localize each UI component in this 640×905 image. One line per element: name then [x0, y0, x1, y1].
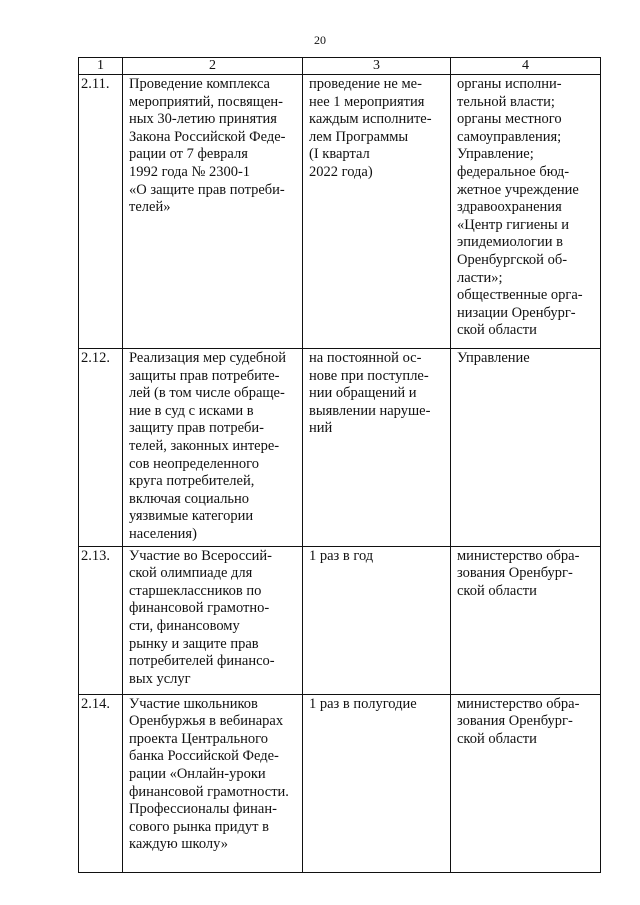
responsible-executor — [451, 75, 601, 349]
event-description-line: рации от 7 февраля — [129, 146, 248, 163]
responsible-executor-line: самоуправления; — [457, 128, 562, 145]
event-description-line: старшеклассников по — [129, 582, 262, 599]
responsible-executor-line: министерство обра- — [457, 547, 580, 564]
execution-term-line: лем Программы — [309, 128, 409, 145]
table-row — [79, 75, 601, 349]
responsible-executor-line: здравоохранения — [457, 199, 562, 216]
event-description-line: рынку и защите прав — [129, 635, 259, 652]
event-description-line: уязвимые категории — [129, 508, 254, 525]
execution-term-line: на постоянной ос- — [309, 350, 422, 366]
responsible-executor — [451, 694, 601, 872]
event-description-line: Участие во Всероссий- — [129, 547, 273, 564]
event-description-line: Реализация мер судебной — [129, 350, 287, 366]
event-description-line: Закона Российской Феде- — [129, 128, 286, 145]
event-description-line: включая социально — [129, 490, 250, 507]
responsible-executor-line: органы местного — [457, 111, 562, 128]
event-description-line: телей, законных интере- — [129, 437, 280, 454]
event-description-line: круга потребителей, — [129, 473, 255, 490]
column-header-2: 2 — [123, 58, 303, 75]
event-description-line: Профессионалы финан- — [129, 801, 277, 818]
table-row — [79, 546, 601, 694]
event-description-line: Участие школьников — [129, 695, 258, 712]
event-description-line: населения) — [129, 525, 197, 542]
item-number: 2.14. — [79, 694, 123, 872]
execution-term — [303, 75, 451, 349]
responsible-executor-line: федеральное бюд- — [457, 163, 570, 180]
execution-term-line: 1 раз в полугодие — [309, 695, 417, 712]
event-description-line: ных 30-летию принятия — [129, 111, 277, 128]
responsible-executor — [451, 546, 601, 694]
responsible-executor-line: органы исполни- — [457, 76, 562, 92]
execution-term — [303, 546, 451, 694]
column-header-4: 4 — [451, 58, 601, 75]
item-number: 2.11. — [79, 75, 123, 349]
event-description-line: мероприятий, посвящен- — [129, 93, 283, 110]
event-description-line: банка Российской Феде- — [129, 748, 279, 765]
execution-term-line: ний — [309, 420, 333, 437]
responsible-executor-line: тельной власти; — [457, 93, 555, 110]
execution-term-line: проведение не ме- — [309, 76, 422, 92]
responsible-executor-line: ской области — [457, 730, 537, 747]
execution-term-line: каждым исполните- — [309, 111, 432, 128]
execution-term-line: 1 раз в год — [309, 547, 374, 564]
event-description-line: финансовой грамотности. — [129, 783, 289, 800]
event-description — [123, 546, 303, 694]
execution-term — [303, 694, 451, 872]
event-description-line: сти, финансовому — [129, 617, 240, 634]
event-description-line: защиты прав потребите- — [129, 367, 280, 384]
responsible-executor-line: эпидемиологии в — [457, 234, 563, 251]
responsible-executor-line: Оренбургской об- — [457, 251, 568, 268]
event-description-line: проекта Центрального — [129, 730, 268, 747]
execution-term-line: нии обращений и — [309, 385, 417, 402]
responsible-executor-line: Управление; — [457, 146, 534, 163]
event-description-line: лей (в том числе обраще- — [129, 385, 285, 402]
measures-table — [78, 57, 601, 873]
responsible-executor-line: Управление — [457, 350, 530, 366]
column-header-3: 3 — [303, 58, 451, 75]
responsible-executor — [451, 349, 601, 547]
table-body — [79, 75, 601, 873]
page-number: 20 — [314, 33, 326, 47]
responsible-executor-line: министерство обра- — [457, 695, 580, 712]
execution-term-line: (I квартал — [309, 146, 370, 163]
event-description-line: рации «Онлайн-уроки — [129, 765, 266, 782]
table-row — [79, 349, 601, 547]
responsible-executor-line: жетное учреждение — [457, 181, 579, 198]
event-description-line: ской олимпиаде для — [129, 565, 253, 582]
responsible-executor-line: зования Оренбург- — [457, 713, 573, 730]
responsible-executor-line: ской области — [457, 322, 537, 339]
responsible-executor-line: «Центр гигиены и — [457, 216, 570, 233]
event-description-line: сов неопределенного — [129, 455, 259, 472]
event-description — [123, 349, 303, 547]
responsible-executor-line: общественные орга- — [457, 287, 583, 304]
execution-term-line: выявлении наруше- — [309, 402, 431, 419]
event-description-line: телей» — [129, 199, 171, 216]
event-description-line: вых услуг — [129, 670, 191, 687]
column-header-1: 1 — [79, 58, 123, 75]
item-number: 2.12. — [79, 349, 123, 547]
responsible-executor-line: ской области — [457, 582, 537, 599]
event-description — [123, 75, 303, 349]
event-description-line: 1992 года № 2300-1 — [129, 163, 251, 180]
table-header-row — [79, 58, 601, 75]
item-number: 2.13. — [79, 546, 123, 694]
execution-term-line: нове при поступле- — [309, 367, 429, 384]
event-description-line: потребителей финансо- — [129, 653, 275, 670]
execution-term — [303, 349, 451, 547]
event-description-line: защиту прав потреби- — [129, 420, 265, 437]
table-row — [79, 694, 601, 872]
execution-term-line: нее 1 мероприятия — [309, 93, 425, 110]
execution-term-line: 2022 года) — [309, 163, 373, 180]
event-description — [123, 694, 303, 872]
responsible-executor-line: зования Оренбург- — [457, 565, 573, 582]
responsible-executor-line: ласти»; — [457, 269, 503, 286]
event-description-line: «О защите прав потреби- — [129, 181, 285, 198]
responsible-executor-line: низации Оренбург- — [457, 304, 576, 321]
event-description-line: Проведение комплекса — [129, 76, 270, 92]
event-description-line: финансовой грамотно- — [129, 600, 270, 617]
event-description-line: каждую школу» — [129, 836, 228, 853]
event-description-line: Оренбуржья в вебинарах — [129, 713, 284, 730]
event-description-line: сового рынка придут в — [129, 818, 269, 835]
event-description-line: ние в суд с исками в — [129, 402, 254, 419]
